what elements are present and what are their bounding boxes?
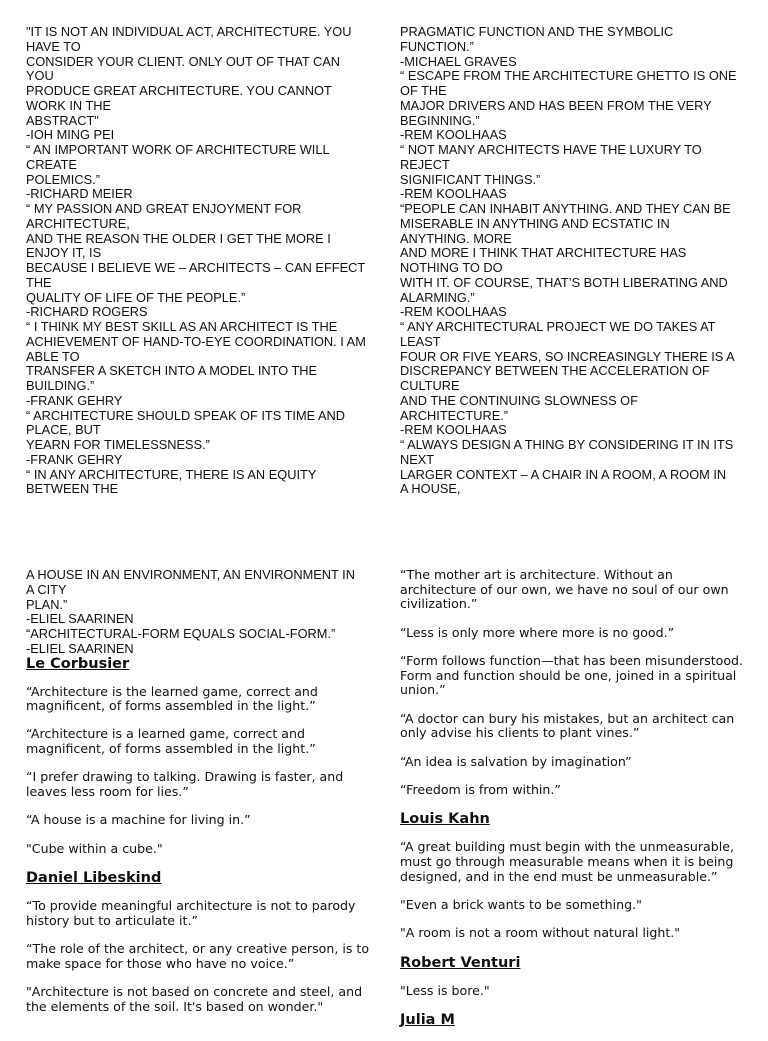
text-line: WITH IT. OF COURSE, THAT’S BOTH LIBERATING AND [400,274,728,290]
text-line: REJECT [400,156,450,172]
quote-paragraph: “An idea is salvation by imagination” [400,753,632,769]
text-line: “PEOPLE CAN INHABIT ANYTHING. AND THEY CAN BE [400,201,731,216]
quote-paragraph: “A great building must begin with the unmeasurable, must go through measurable means when it is being designed, and in the end must be unmeasurable.” [400,839,735,884]
text-line: WORK IN THE [26,97,112,113]
text-line: ANYTHING. MORE [400,230,512,246]
text-line: YOU [26,68,54,84]
quotes-column-bottom-left [26,568,376,1028]
quote-paragraph: “The role of the architect, or any creative person, is to make space for those who have no voice.” [26,941,370,971]
quote-paragraph: “A house is a machine for living in.” [26,812,251,828]
text-line: LARGER CONTEXT – A CHAIR IN A ROOM, A ROOM IN [400,466,727,482]
text-line: SIGNIFICANT THINGS.” [400,171,541,187]
text-line: OF THE [400,83,447,98]
text-line: “ AN IMPORTANT WORK OF ARCHITECTURE WILL [26,142,330,157]
quote-paragraph: “Architecture is a learned game, correct and magnificent, of forms assembled in the light.” [26,726,316,757]
quote-paragraph: "Less is bore." [400,982,490,998]
quote-paragraph: "Cube within a cube." [26,840,163,856]
text-line: AND THE CONTINUING SLOWNESS OF [400,392,638,408]
text-line: MISERABLE IN ANYTHING AND ECSTATIC IN [400,215,670,231]
text-line: PRAGMATIC FUNCTION AND THE SYMBOLIC [400,24,674,39]
section-heading-daniel-libeskind: Daniel Libeskind [26,870,162,887]
quote-paragraph: "Even a brick wants to be something." [400,896,642,912]
text-line: A CITY [26,581,67,597]
text-line: FUNCTION.” [400,38,474,54]
text-line: “ ESCAPE FROM THE ARCHITECTURE GHETTO IS ONE [400,68,737,84]
text-line: CREATE [26,156,77,172]
text-line: THE [26,274,52,290]
text-line: QUALITY OF LIFE OF THE PEOPLE.” [26,289,246,305]
quote-paragraph: “Less is only more where more is no good.” [400,624,675,640]
text-line: NOTHING TO DO [400,260,503,275]
text-line: CONSIDER YOUR CLIENT. ONLY OUT OF THAT CAN [26,53,341,69]
quote-paragraph: "A room is not a room without natural light." [400,925,681,941]
quotes-column-bottom-right [400,568,750,1041]
text-line: -ELIEL SAARINEN [26,640,134,656]
text-line: BETWEEN THE [26,481,119,497]
text-line: “ ANY ARCHITECTURAL PROJECT WE DO TAKES AT [400,319,716,334]
text-line: -IOH MING PEI [26,127,115,143]
text-line: HAVE TO [26,38,81,54]
text-line: -REM KOOLHAAS [400,422,507,438]
text-line: ARCHITECTURE.” [400,407,509,423]
quotes-column-top-left [26,25,376,497]
text-line: AND MORE I THINK THAT ARCHITECTURE HAS [400,245,687,261]
text-line: -FRANK GEHRY [26,451,123,467]
quote-paragraph: “I prefer drawing to talking. Drawing is faster, and leaves less room for lies.” [26,769,344,800]
venturi-quotes [400,984,750,999]
text-line: “ARCHITECTURAL-FORM EQUALS SOCIAL-FORM.” [26,626,336,641]
text-line: -RICHARD ROGERS [26,304,148,320]
text-line: -REM KOOLHAAS [400,186,507,202]
text-line: “ NOT MANY ARCHITECTS HAVE THE LUXURY TO [400,142,702,157]
wright-quotes [400,568,750,798]
text-line: BEGINNING.” [400,112,480,128]
text-line: BECAUSE I BELIEVE WE – ARCHITECTS – CAN EFFECT [26,260,366,275]
quote-paragraph: “Freedom is from within.” [400,781,561,797]
text-line: LEAST [400,333,441,349]
text-line: DISCREPANCY BETWEEN THE ACCELERATION OF [400,363,710,379]
text-line: POLEMICS.” [26,171,100,187]
section-heading-le-corbusier: Le Corbusier [26,655,130,672]
libeskind-quotes [26,899,376,1014]
text-line: YEARN FOR TIMELESSNESS.” [26,437,210,452]
text-line: BUILDING.” [26,378,95,393]
text-line: “ I THINK MY BEST SKILL AS AN ARCHITECT IS THE [26,319,338,334]
text-line: CULTURE [400,378,460,393]
caps-quote-block [26,568,376,657]
quote-paragraph: “Architecture is the learned game, correct and magnificent, of forms assembled in the light.” [26,683,318,714]
text-line: PLAN.” [26,596,68,612]
text-line: -RICHARD MEIER [26,186,133,202]
text-line: ALARMING.” [400,289,475,305]
text-line: AND THE REASON THE OLDER I GET THE MORE I [26,230,331,246]
text-line: -REM KOOLHAAS [400,304,507,320]
text-line: PRODUCE GREAT ARCHITECTURE. YOU CANNOT [26,83,332,98]
quote-paragraph: “The mother art is architecture. Without an architecture of our own, we have no soul of our own civilization.” [400,567,729,612]
section-heading-robert-venturi: Robert Venturi [400,954,521,971]
text-line: FOUR OR FIVE YEARS, SO INCREASINGLY THERE IS A [400,348,735,364]
quote-paragraph: “Form follows function—that has been misunderstood. Form and function should be one, joined in a spiritual union.” [400,652,744,698]
text-line: PLACE, BUT [26,422,101,438]
quote-paragraph: "Architecture is not based on concrete and steel, and the elements of the soil. It's based on wonder." [26,984,363,1014]
text-line: -ELIEL SAARINEN [26,611,134,627]
text-line: "IT IS NOT AN INDIVIDUAL ACT, ARCHITECTURE. YOU [26,24,352,39]
quote-paragraph: “A doctor can bury his mistakes, but an architect can only advise his clients to plant vines.” [400,710,735,741]
text-line: TRANSFER A SKETCH INTO A MODEL INTO THE [26,363,318,379]
text-line: NEXT [400,451,435,467]
section-heading-louis-kahn: Louis Kahn [400,811,490,828]
section-heading-cutoff: Julia M [400,1012,455,1029]
text-line: -MICHAEL GRAVES [400,53,517,69]
text-line: ACHIEVEMENT OF HAND-TO-EYE COORDINATION. I AM [26,333,366,349]
text-line: ABLE TO [26,348,80,364]
text-line: ENJOY IT, IS [26,245,102,261]
text-line: “ ALWAYS DESIGN A THING BY CONSIDERING IT IN ITS [400,437,734,452]
kahn-quotes [400,840,750,941]
text-line: ABSTRACT" [26,112,99,128]
text-line: ARCHITECTURE, [26,215,130,231]
le-corbusier-quotes [26,685,376,857]
text-line: “ MY PASSION AND GREAT ENJOYMENT FOR [26,201,302,216]
text-line: “ IN ANY ARCHITECTURE, THERE IS AN EQUITY [26,466,317,482]
text-line: “ ARCHITECTURE SHOULD SPEAK OF ITS TIME AND [26,407,346,423]
text-line: MAJOR DRIVERS AND HAS BEEN FROM THE VERY [400,97,712,113]
quotes-column-top-right [400,25,750,497]
quote-paragraph: “To provide meaningful architecture is not to parody history but to articulate it.” [26,898,356,928]
text-line: -REM KOOLHAAS [400,127,507,143]
text-line: A HOUSE, [400,481,461,497]
text-line: -FRANK GEHRY [26,392,123,408]
text-line: A HOUSE IN AN ENVIRONMENT, AN ENVIRONMENT IN [26,567,355,582]
